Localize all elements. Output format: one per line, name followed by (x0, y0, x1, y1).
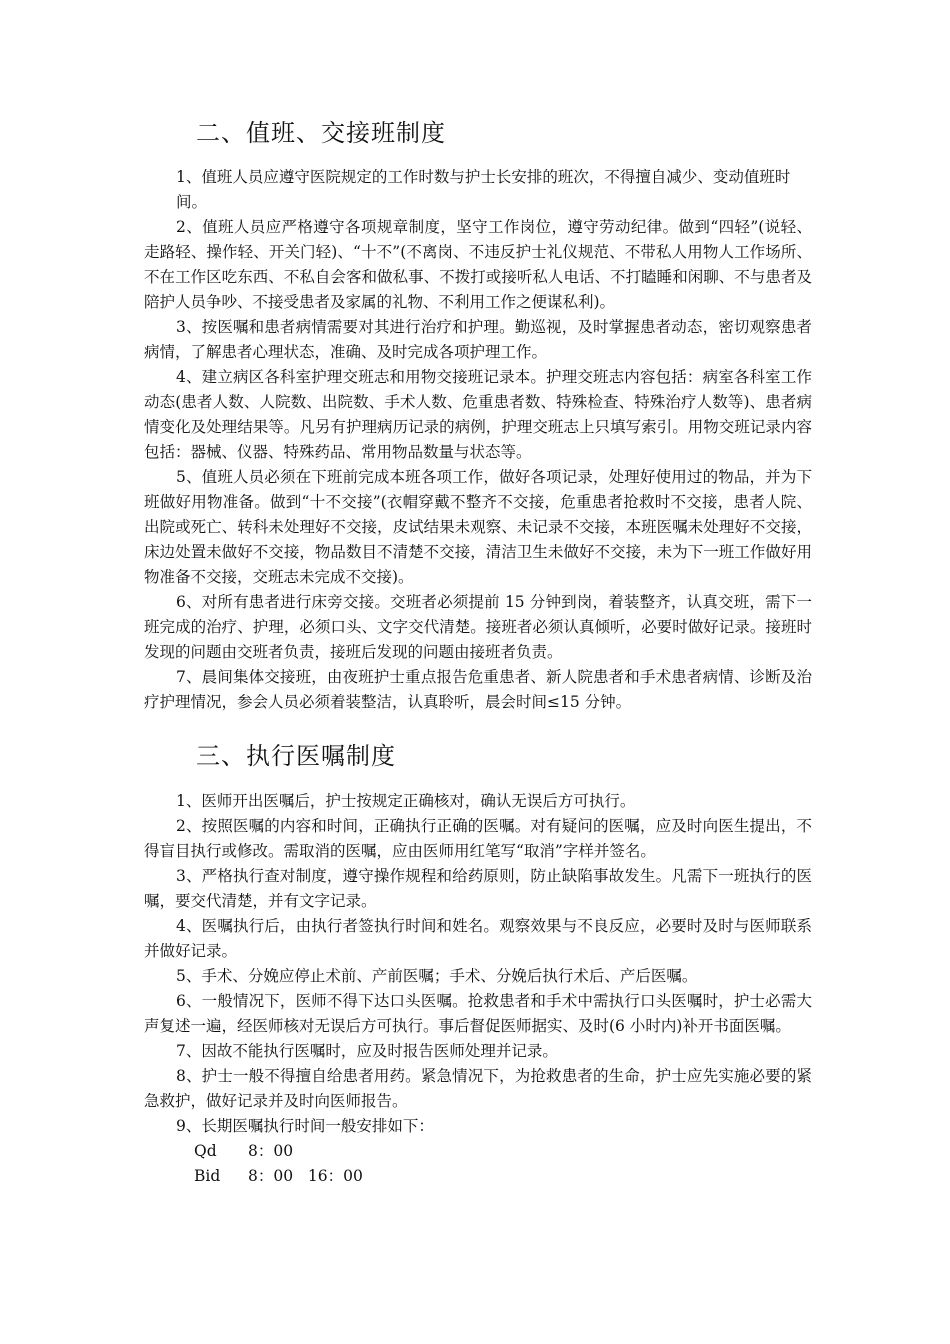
schedule-code: Bid (194, 1167, 221, 1185)
orders-item-4: 4、医嘱执行后，由执行者签执行时间和姓名。观察效果与不良反应，必要时及时与医师联系并做好记录。 (144, 917, 812, 960)
orders-item-8: 8、护士一般不得擅自给患者用药。紧急情况下，为抢救患者的生命，护士应先实施必要的紧急救护，做好记录并及时向医师报告。 (144, 1067, 812, 1110)
section-title-orders: 三、执行医嘱制度 (196, 742, 396, 770)
orders-item-1: 1、医师开出医嘱后，护士按规定正确核对，确认无误后方可执行。 (176, 792, 636, 810)
orders-item-3: 3、严格执行查对制度，遵守操作规程和给药原则，防止缺陷事故发生。凡需下一班执行的医嘱，要交代清楚，并有文字记录。 (144, 867, 812, 910)
duty-item-1: 1、值班人员应遵守医院规定的工作时数与护士长安排的班次，不得擅自减少、变动值班时 (176, 168, 791, 186)
orders-section-body (144, 789, 812, 1189)
duty-item-2: 2、值班人员应严格遵守各项规章制度，坚守工作岗位，遵守劳动纪律。做到“四轻”(说轻、走路轻、操作轻、开关门轻)、“十不”(不离岗、不违反护士礼仪规范、不带私人用物人工作场所、不在工作区吃东西、不私自会客和做私事、不拨打或接听私人电话、不打瞌睡和闲聊、不与患者及陪护人员争吵、不接受患者及家属的礼物、不利用工作之便谋私利)。 (144, 218, 812, 311)
orders-item-9: 9、长期医嘱执行时间一般安排如下： (176, 1117, 434, 1135)
schedule-times: 8：00 16：00 (248, 1167, 363, 1185)
schedule-code: Qd (194, 1142, 217, 1160)
section-title-duty: 二、值班、交接班制度 (196, 119, 446, 147)
orders-item-6: 6、一般情况下，医师不得下达口头医嘱。抢救患者和手术中需执行口头医嘱时，护士必需大声复述一遍，经医师核对无误后方可执行。事后督促医师据实、及时(6 小时内)补开书面医嘱。 (144, 992, 812, 1035)
duty-item-5: 5、值班人员必须在下班前完成本班各项工作，做好各项记录，处理好使用过的物品，并为下班做好用物准备。做到“十不交接”(衣帽穿戴不整齐不交接，危重患者抢救时不交接，患者人院、出院或死亡、转科未处理好不交接，皮试结果未观察、未记录不交接，本班医嘱未处理好不交接，床边处置未做好不交接，物品数目不清楚不交接，清洁卫生未做好不交接，未为下一班工作做好用物准备不交接，交班志未完成不交接)。 (144, 468, 812, 586)
schedule-times: 8：00 (248, 1142, 294, 1160)
duty-item-6: 6、对所有患者进行床旁交接。交班者必须提前 15 分钟到岗，着装整齐，认真交班，需下一班完成的治疗、护理，必须口头、文字交代清楚。接班者必须认真倾听，必要时做好记录。接班时发现的问题由交班者负责，接班后发现的问题由接班者负责。 (144, 593, 812, 661)
orders-item-2: 2、按照医嘱的内容和时间，正确执行正确的医嘱。对有疑问的医嘱，应及时向医生提出，不得盲目执行或修改。需取消的医嘱，应由医师用红笔写“取消”字样并签名。 (144, 817, 812, 860)
orders-item-5: 5、手术、分娩应停止术前、产前医嘱；手术、分娩后执行术后、产后医嘱。 (176, 967, 698, 985)
duty-item-3: 3、按医嘱和患者病情需要对其进行治疗和护理。勤巡视，及时掌握患者动态，密切观察患者病情，了解患者心理状态，准确、及时完成各项护理工作。 (144, 318, 812, 361)
orders-item-7: 7、因故不能执行医嘱时，应及时报告医师处理并记录。 (176, 1042, 558, 1060)
schedule-row-qd (144, 1139, 812, 1164)
duty-item-1-continuation: 间。 (176, 193, 208, 211)
duty-section-body (144, 165, 812, 715)
duty-item-4: 4、建立病区各科室护理交班志和用物交接班记录本。护理交班志内容包括：病室各科室工作动态(患者人数、人院数、出院数、手术人数、危重患者数、特殊检查、特殊治疗人数等)、患者病情变化及处理结果等。凡另有护理病历记录的病例，护理交班志上只填写索引。用物交班记录内容包括：器械、仪器、特殊药品、常用物品数量与状态等。 (144, 368, 812, 461)
schedule-row-bid (144, 1164, 812, 1189)
duty-item-7: 7、晨间集体交接班，由夜班护士重点报告危重患者、新人院患者和手术患者病情、诊断及治疗护理情况，参会人员必须着装整洁，认真聆听，晨会时间≤15 分钟。 (144, 668, 812, 711)
